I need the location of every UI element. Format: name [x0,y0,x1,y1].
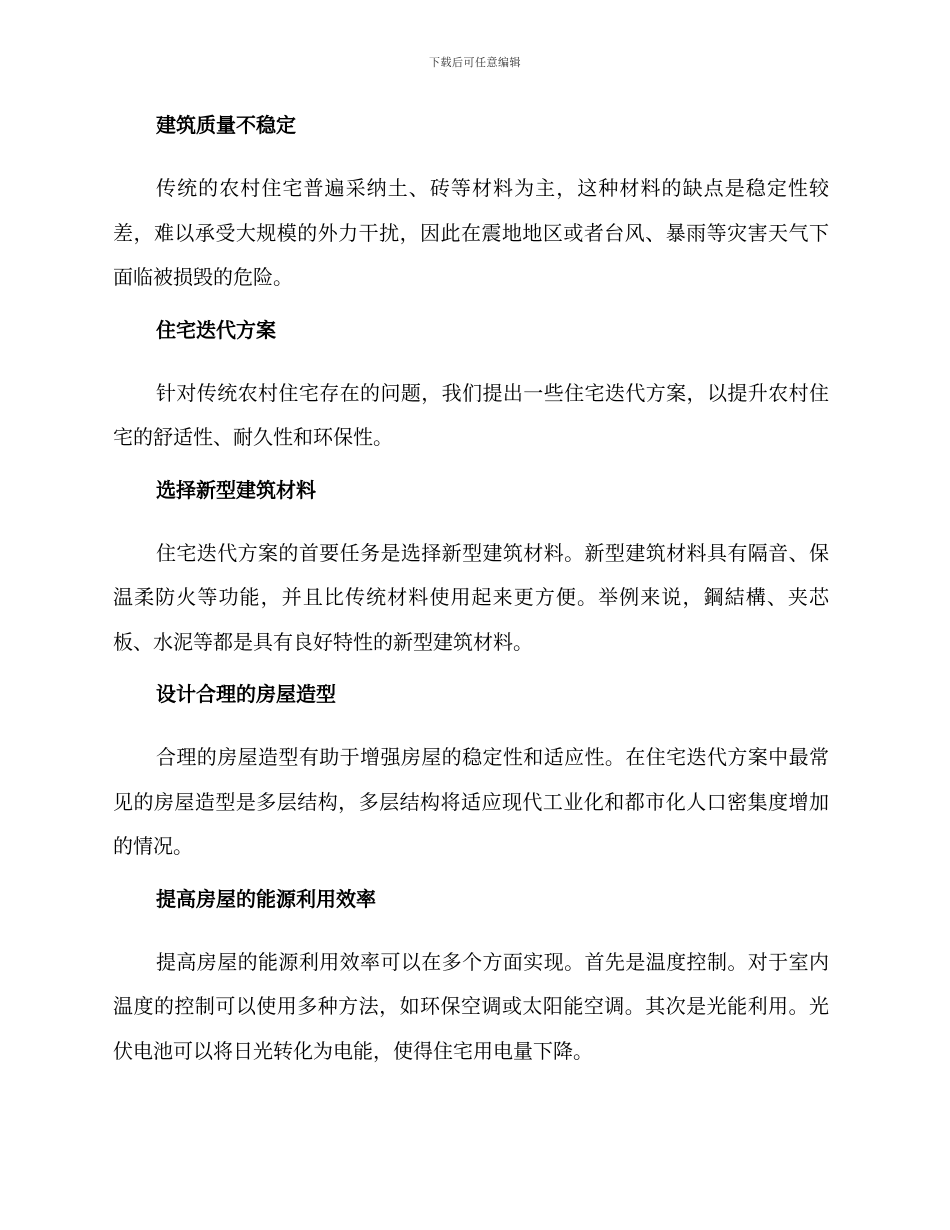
section-body-house-shape: 合理的房屋造型有助于增强房屋的稳定性和适应性。在住宅迭代方案中最常见的房屋造型是多层结构，多层结构将适应现代工业化和都市化人口密集度增加的情况。 [113,745,829,858]
document-content [113,110,829,1087]
section-heading-energy: 提高房屋的能源利用效率 [156,886,376,911]
section-body-energy: 提高房屋的能源利用效率可以在多个方面实现。首先是温度控制。对于室内温度的控制可以使用多种方法，如环保空调或太阳能空调。其次是光能利用。光伏电池可以将日光转化为电能，使得住宅用电量下降。 [113,949,829,1063]
section-body-materials: 住宅迭代方案的首要任务是选择新型建筑材料。新型建筑材料具有隔音、保温柔防火等功能，并且比传统材料使用起来更方便。举例来说，鋼結構、夹芯板、水泥等都是具有良好特性的新型建筑材料。 [113,540,829,654]
page-header-note: 下载后可任意编辑 [429,56,521,69]
section-heading-house-shape: 设计合理的房屋造型 [156,682,336,706]
section-body-iteration-plan: 针对传统农村住宅存在的问题，我们提出一些住宅迭代方案，以提升农村住宅的舒适性、耐久性和环保性。 [113,380,829,449]
section-heading-iteration-plan: 住宅迭代方案 [156,317,276,342]
section-heading-materials: 选择新型建筑材料 [156,477,316,502]
section-heading-quality: 建筑质量不稳定 [156,113,296,137]
section-body-quality: 传统的农村住宅普遍采纳土、砖等材料为主，这种材料的缺点是稳定性较差，难以承受大规模的外力干扰，因此在震地地区或者台风、暴雨等灾害天气下面临被损毁的危险。 [113,176,829,289]
